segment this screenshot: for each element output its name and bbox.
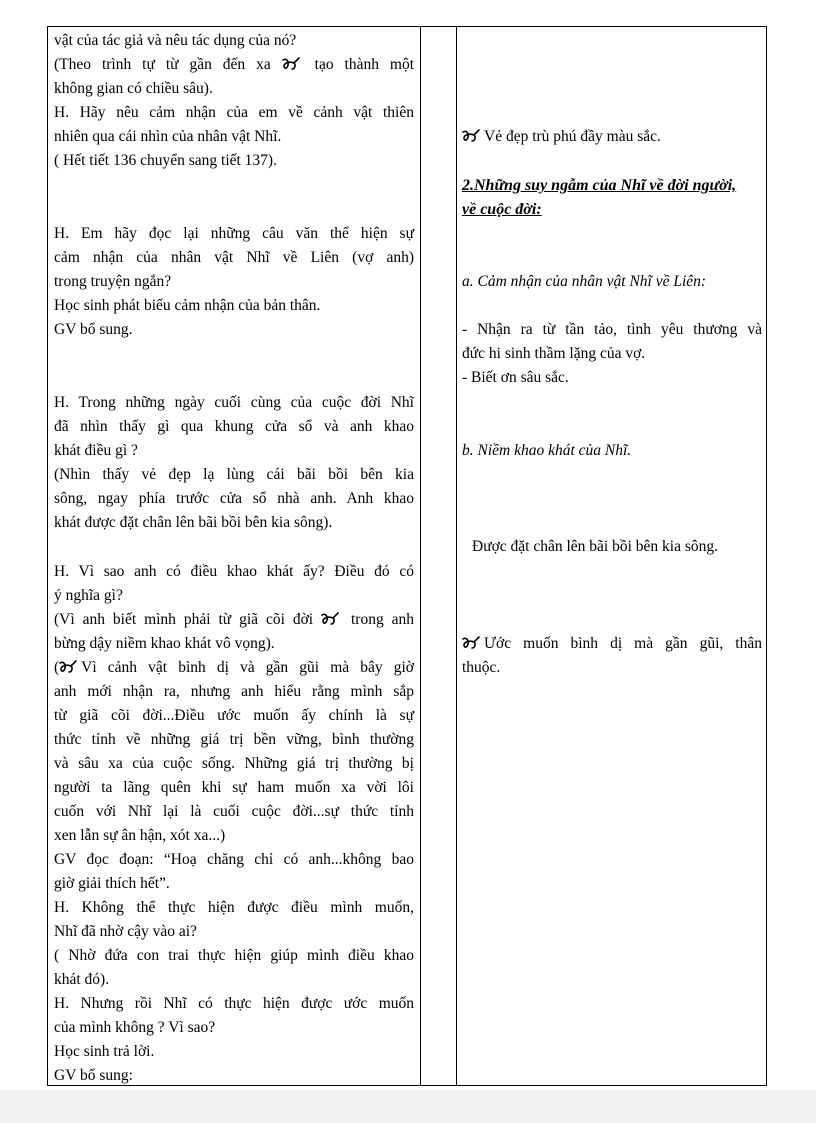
question-line: H. Vì sao anh có điều khao khát ấy? Điều đó có [54, 563, 414, 580]
text-line: ( Nhờ đứa con trai thực hiện giúp mình điều khao [54, 947, 414, 964]
text-line: (Theo trình tự từ gần đến xa tạo thành một [54, 56, 415, 73]
arrow-icon [321, 612, 339, 626]
question-line: H. Không thể thực hiện được điều mình muốn, [54, 899, 414, 916]
text-line: thuộc. [462, 659, 501, 676]
section-heading: về cuộc đời: [462, 201, 542, 218]
column-divider-1 [420, 27, 421, 1085]
text-line: - Nhận ra từ tần tảo, tình yêu thương và [462, 321, 762, 338]
question-line: đã nhìn thấy gì qua khung cửa sổ và anh khao [54, 418, 414, 435]
text-line: GV bổ sung. [54, 321, 133, 338]
text-line: GV bổ sung: [54, 1067, 133, 1084]
text-line: (Vì anh biết mình phải từ giã cõi đời trong anh [54, 611, 415, 628]
question-line: của mình không ? Vì sao? [54, 1019, 216, 1036]
text-line: GV đọc đoạn: “Hoạ chăng chỉ có anh...không bao [54, 851, 414, 868]
question-line: ý nghĩa gì? [54, 587, 123, 604]
text-line: từ giã cõi đời...Điều ước muốn ấy chính là sự [54, 707, 414, 724]
text-line: khát được đặt chân lên bãi bồi bên kia sông). [54, 514, 333, 531]
text-line: ( Hết tiết 136 chuyển sang tiết 137). [54, 152, 277, 169]
text-line: và sâu xa của cuộc sống. Những giá trị thường bị [54, 755, 414, 772]
text-line: anh mới nhận ra, nhưng anh hiểu rằng mình sắp [54, 683, 414, 700]
question-line: trong truyện ngắn? [54, 273, 172, 290]
arrow-icon [282, 57, 300, 71]
text-line: Ước muốn bình dị mà gần gũi, thân [462, 632, 762, 656]
lesson-table [47, 26, 767, 1086]
text-line: sông, ngay phía trước cửa sổ nhà anh. Anh khao [54, 490, 414, 507]
text-line: Vẻ đẹp trù phú đầy màu sắc. [462, 125, 762, 149]
question-line: cảm nhận của nhân vật Nhĩ về Liên (vợ anh) [54, 249, 414, 266]
text-line: Học sinh phát biểu cảm nhận của bản thân. [54, 297, 321, 314]
question-line: H. Trong những ngày cuối cùng của cuộc đời Nhĩ [54, 394, 414, 411]
text-line: Được đặt chân lên bãi bồi bên kia sông. [472, 538, 719, 555]
text-line: cuốn với Nhĩ lại là cuối cuộc đời...sự thức tỉnh [54, 803, 414, 820]
arrow-icon [462, 129, 480, 143]
section-heading: 2.Những suy ngẫm của Nhĩ về đời người, [462, 177, 737, 194]
text-line: giờ giải thích hết”. [54, 875, 170, 892]
text-line: không gian có chiều sâu). [54, 80, 213, 97]
text-line: người ta lãng quên khi sự ham muốn xa vời lôi [54, 779, 414, 796]
text-line: khát đó). [54, 971, 110, 988]
question-line: H. Em hãy đọc lại những câu văn thể hiện sự [54, 225, 414, 242]
column-divider-2 [456, 27, 457, 1085]
subheading: a. Cảm nhận của nhân vật Nhĩ về Liên: [462, 273, 707, 290]
question-line: nhiên qua cái nhìn của nhân vật Nhĩ. [54, 128, 282, 145]
text-line: - Biết ơn sâu sắc. [462, 369, 569, 386]
content-column [462, 27, 762, 1085]
page-bottom-band [0, 1090, 816, 1123]
text-line: đức hi sinh thầm lặng của vợ. [462, 345, 646, 362]
text-line: ( Vì cảnh vật bình dị và gần gũi mà bây giờ [54, 659, 414, 676]
question-line: Nhĩ đã nhờ cậy vào ai? [54, 923, 197, 940]
subheading: b. Niềm khao khát của Nhĩ. [462, 442, 632, 459]
text-line: (Nhìn thấy vẻ đẹp lạ lùng cái bãi bồi bên kia [54, 466, 414, 483]
text-line: Học sinh trả lời. [54, 1043, 155, 1060]
text-line: vật của tác giả và nêu tác dụng của nó? [54, 32, 297, 49]
text-line: thức tỉnh về những giá trị bền vững, bình thường [54, 731, 414, 748]
arrow-icon [462, 636, 480, 650]
question-line: H. Hãy nêu cảm nhận của em về cảnh vật thiên [54, 104, 414, 121]
question-line: khát điều gì ? [54, 442, 138, 459]
question-line: H. Nhưng rồi Nhĩ có thực hiện được ước muốn [54, 995, 414, 1012]
arrow-icon [59, 660, 77, 674]
activities-column [54, 27, 414, 1085]
text-line: xen lẫn sự ân hận, xót xa...) [54, 827, 226, 844]
text-line: bừng dậy niềm khao khát vô vọng). [54, 635, 275, 652]
